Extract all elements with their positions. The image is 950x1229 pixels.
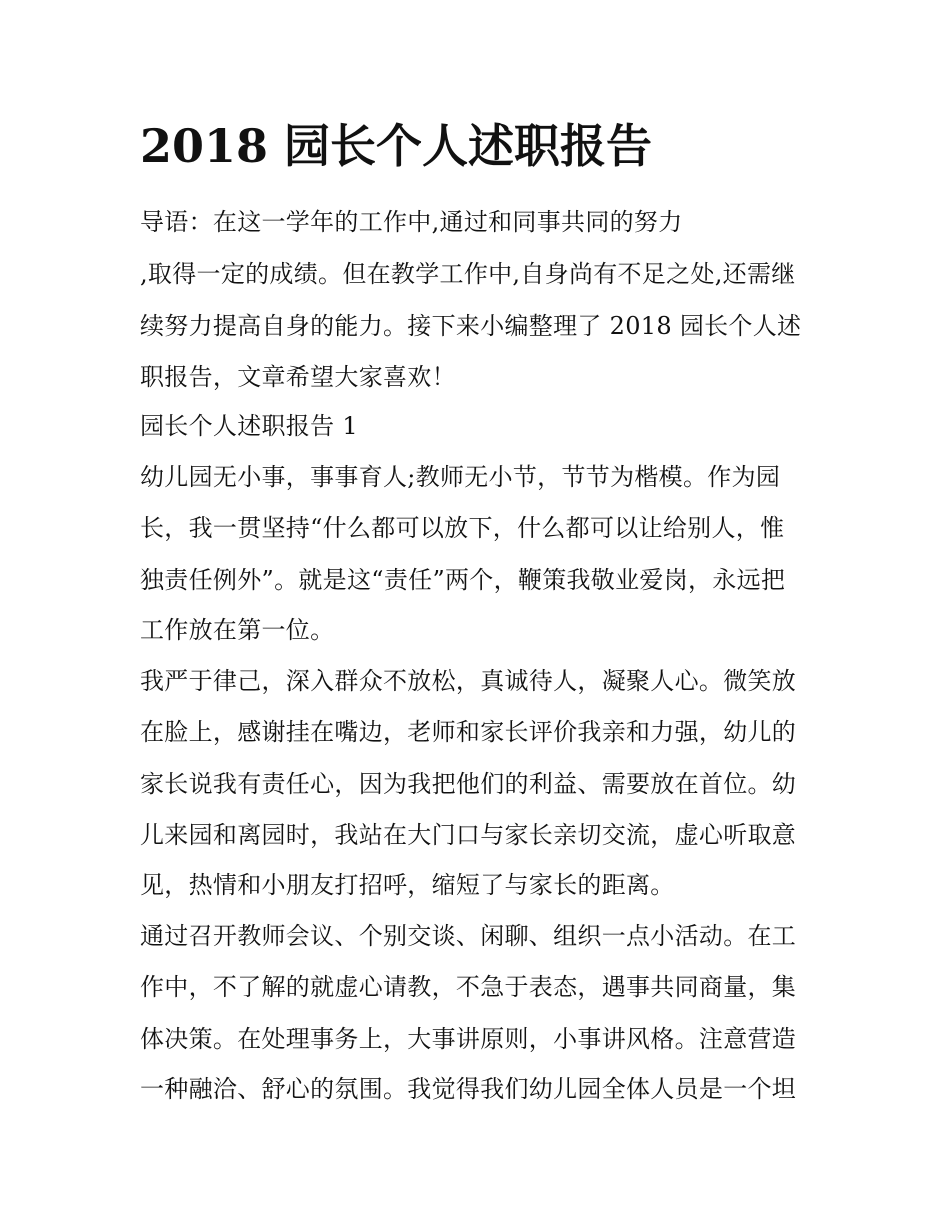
body-line: 工作放在第一位。 [140,616,335,644]
body-line: 我严于律己，深入群众不放松，真诚待人，凝聚人心。微笑放 [140,667,797,695]
body-line: 儿来园和离园时，我站在大门口与家长亲切交流，虚心听取意 [140,821,797,849]
body-line: 见，热情和小朋友打招呼，缩短了与家长的距离。 [140,871,675,899]
body-line: 独责任例外”。就是这“责任”两个，鞭策我敬业爱岗，永远把 [140,566,786,594]
body-line: 在脸上，感谢挂在嘴边，老师和家长评价我亲和力强，幼儿的 [140,718,797,746]
body-line: 通过召开教师会议、个别交谈、闲聊、组织一点小活动。在工 [140,922,797,950]
section-heading: 园长个人述职报告 1 [140,412,358,440]
intro-line: 导语：在这一学年的工作中,通过和同事共同的努力 [140,208,683,236]
body-line: 家长说我有责任心，因为我把他们的利益、需要放在首位。幼 [140,770,797,798]
body-line: 幼儿园无小事，事事育人;教师无小节，节节为楷模。作为园 [140,463,781,491]
body-line: 作中，不了解的就虚心请教，不急于表态，遇事共同商量，集 [140,973,797,1001]
body-line: 体决策。在处理事务上，大事讲原则，小事讲风格。注意营造 [140,1025,797,1053]
body-line: 长，我一贯坚持“什么都可以放下，什么都可以让给别人，惟 [140,514,785,542]
intro-line: 职报告，文章希望大家喜欢！ [140,363,456,391]
body-line: 一种融洽、舒心的氛围。我觉得我们幼儿园全体人员是一个坦 [140,1075,797,1103]
intro-line: ,取得一定的成绩。但在教学工作中,自身尚有不足之处,还需继 [140,260,796,288]
intro-line: 续努力提高自身的能力。接下来小编整理了 2018 园长个人述 [140,312,802,340]
document-title: 2018 园长个人述职报告 [140,119,653,173]
